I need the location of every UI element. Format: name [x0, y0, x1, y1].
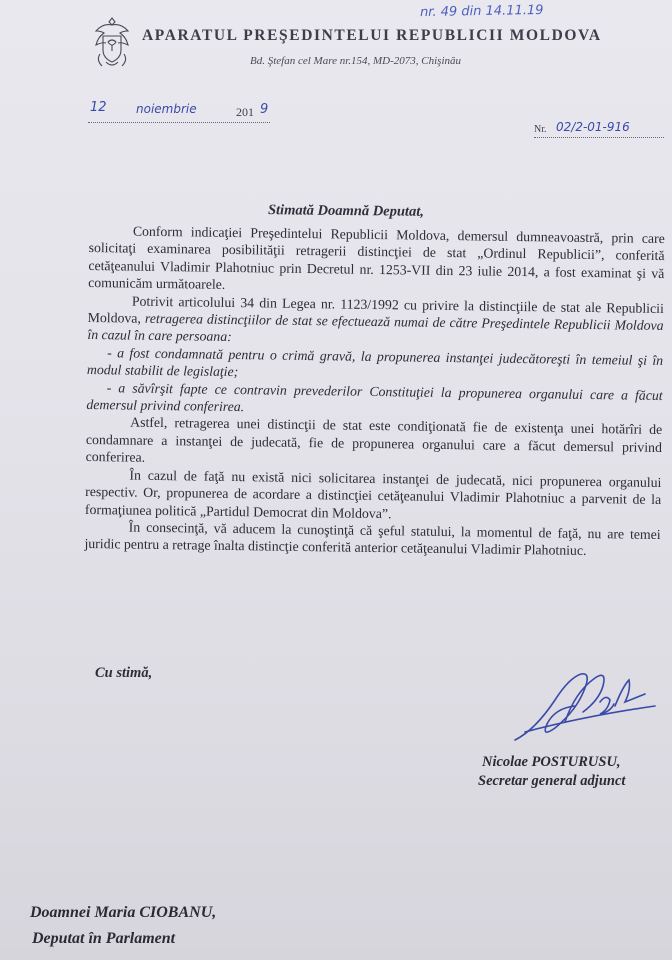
paragraph-text: Potrivit articolului 34 din Legea nr. 1123/1992 cu privire la distincţiile de stat ale Republicii Moldova, [87, 293, 664, 326]
org-title: APARATUL PREŞEDINTELUI REPUBLICII MOLDOVA [142, 27, 602, 44]
paragraph: Conform indicaţiei Preşedintelui Republicii Moldova, demersul dumneavoastră, prin care solicitaţi examinarea posibilităţii retragerii distincţiei de stat „Ordinul Republicii”, conferită cetăţeanului Vladimir Plahotniuc prin Decretul nr. 1253-VII din 23 iulie 2014, a fost examinat şi vă comunicăm următoarele. [88, 223, 665, 293]
letter-body [84, 222, 665, 561]
paragraph: - a fost condamnată pentru o crimă gravă, la propunerea instanţei judecătoreşti în temeiul şi în modul stabilit de legislaţie; [86, 345, 664, 380]
registration-note: nr. 49 din 14.11.19 [419, 2, 544, 21]
paragraph: - a săvîrşit fapte ce contravin prevederilor Constituţiei la propunerea organului care a făcut demersul privind conferirea. [86, 379, 663, 415]
date-year-digit: 9 [260, 102, 269, 117]
reference-value: 02/2-01-916 [556, 120, 630, 134]
date-line [88, 102, 270, 123]
date-day: 12 [90, 100, 107, 115]
signer-name: Nicolae POSTURUSU, [482, 754, 621, 770]
addressee-name: Doamnei Maria CIOBANU, [30, 904, 217, 921]
paragraph: În cazul de faţă nu există nici solicitarea instanţei de judecată, nici propunerea organului respectiv. Or, propunerea de acordare a distincţiei cetăţeanului Vladimir Plahotniuc a parvenit de la formaţiunea politică „Partidul Democrat din Moldova”. [84, 467, 662, 521]
closing: Cu stimă, [95, 665, 153, 681]
paragraph: În consecinţă, vă aducem la cunoştinţă că şeful statului, la momentul de faţă, nu are temei juridic pentru a retrage înalta distincţie conferită anterior cetăţeanului Vladimir Plahotniuc. [84, 519, 661, 559]
salutation: Stimată Doamnă Deputat, [267, 202, 424, 220]
paragraph-text-italic: retragerea distincţiilor de stat se efectuează numai de către Preşedintele Republicii Moldova în cazul în care persoana: [87, 310, 664, 345]
signer-role: Secretar general adjunct [478, 773, 626, 789]
date-month: noiembrie [136, 102, 197, 116]
addressee-role: Deputat în Parlament [32, 930, 176, 947]
coat-of-arms-icon [88, 14, 136, 72]
org-address: Bd. Ştefan cel Mare nr.154, MD-2073, Chişinău [250, 55, 462, 67]
paragraph [87, 292, 664, 352]
paragraph: Astfel, retragerea unei distincţii de stat este condiţionată fie de existenţa unei hotărîri de condamnare a instanţei de judecată, fie de propunerea organului care a făcut demersul privind conferirea. [85, 415, 663, 466]
reference-label: Nr. [534, 124, 547, 135]
signature-mark [505, 662, 665, 752]
reference-number [534, 120, 664, 138]
date-year-prefix: 201 [236, 105, 254, 119]
